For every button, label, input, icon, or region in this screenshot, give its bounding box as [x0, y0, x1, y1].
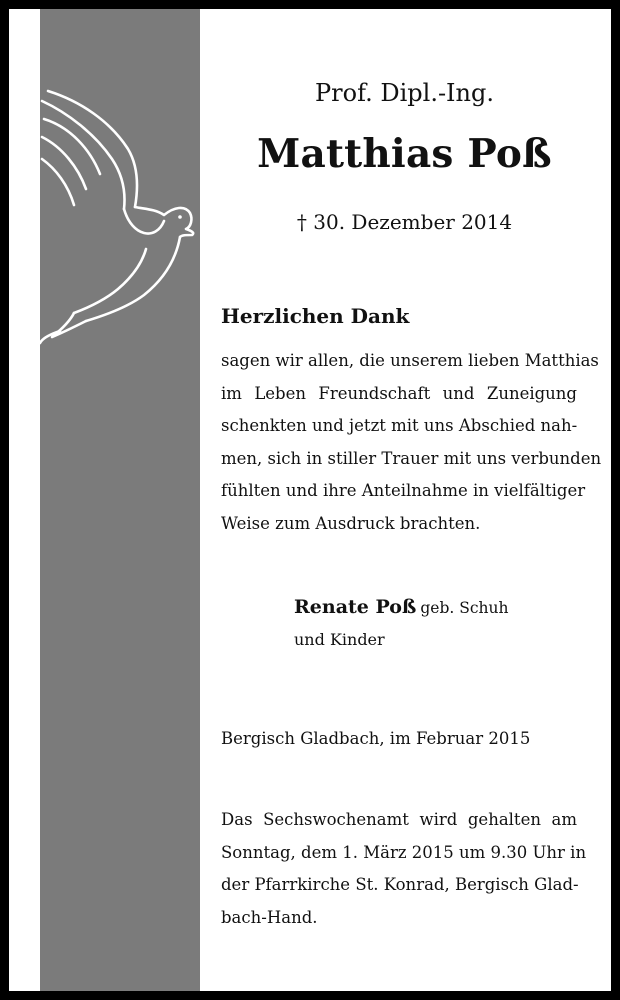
signature	[294, 596, 509, 618]
body-line: Weise zum Ausdruck brachten.	[221, 513, 481, 533]
thanks-paragraph	[221, 345, 602, 540]
service-line: der Pfarrkirche St. Konrad, Bergisch Glad-	[221, 875, 579, 894]
thanks-heading: Herzlichen Dank	[221, 304, 410, 328]
service-paragraph	[221, 804, 587, 934]
death-date: † 30. Dezember 2014	[296, 210, 513, 234]
deceased-name: Matthias Poß	[257, 131, 552, 177]
body-line: schenkten und jetzt mit uns Abschied nah-	[221, 416, 578, 435]
body-line: men, sich in stiller Trauer mit uns verbunden	[221, 448, 602, 468]
body-line: sagen wir allen, die unserem lieben Matthias	[221, 351, 599, 370]
body-line: im Leben Freundschaft und Zuneigung	[221, 383, 577, 403]
academic-title: Prof. Dipl.-Ing.	[315, 79, 494, 107]
service-line: Sonntag, dem 1. März 2015 um 9.30 Uhr in	[221, 842, 587, 862]
place-date: Bergisch Gladbach, im Februar 2015	[221, 729, 531, 748]
service-line: bach-Hand.	[221, 907, 318, 927]
dove-icon	[40, 9, 200, 349]
signature-name: Renate Poß	[294, 596, 417, 618]
decorative-stripe	[40, 9, 200, 991]
service-line: Das Sechswochenamt wird gehalten am	[221, 810, 577, 829]
body-line: fühlten und ihre Anteilnahme in vielfältiger	[221, 481, 586, 500]
signature-maiden-name: geb. Schuh	[420, 599, 509, 617]
signature-family: und Kinder	[294, 630, 385, 649]
